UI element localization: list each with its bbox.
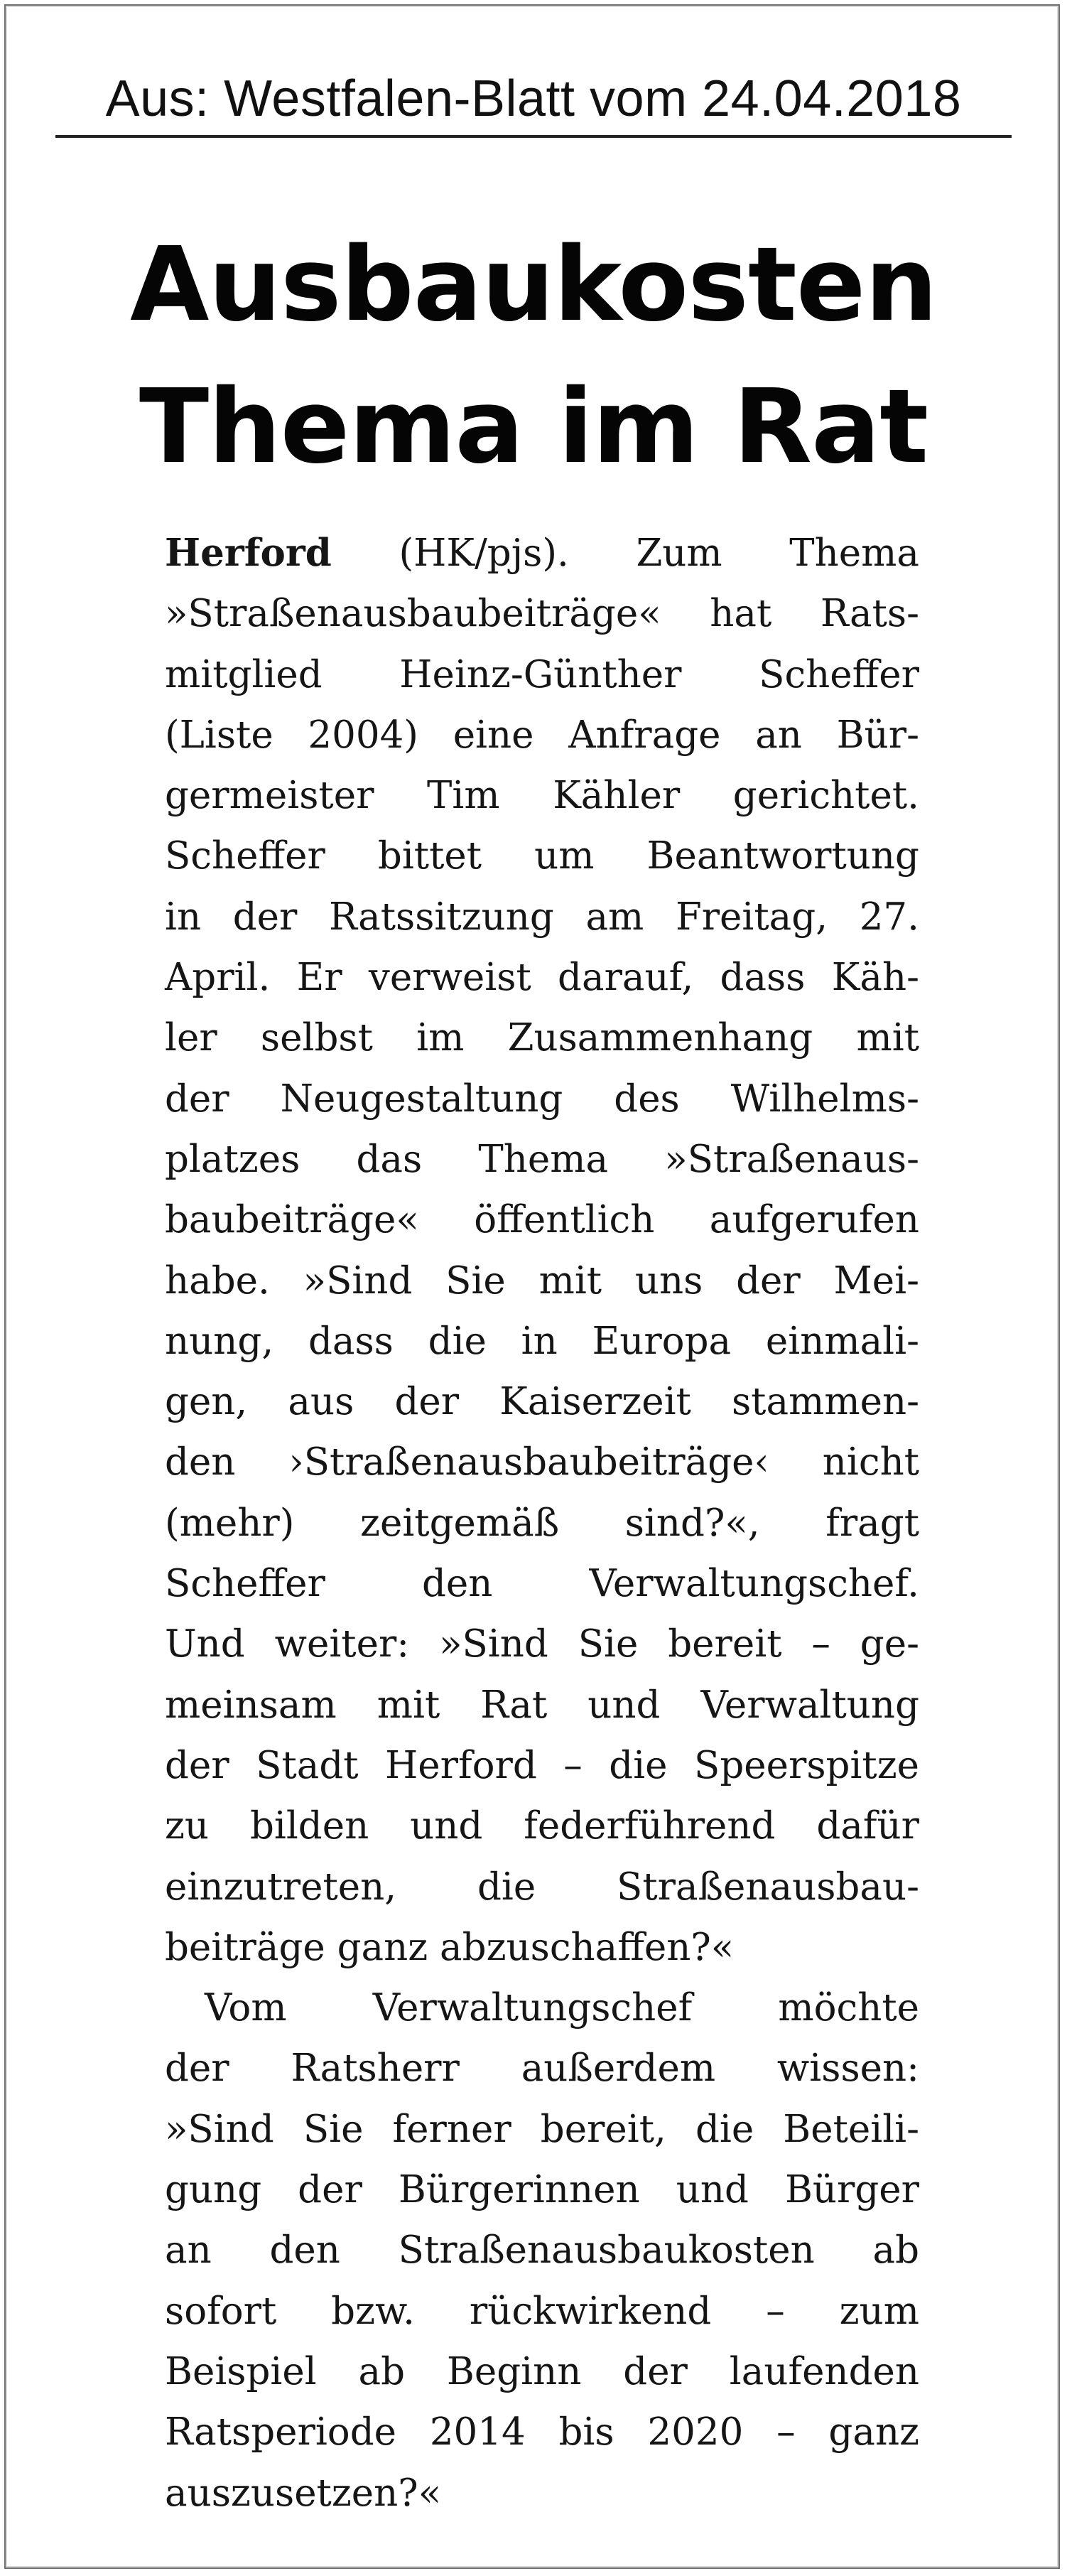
article-line: der Ratsherr außerdem wissen:: [165, 2047, 919, 2091]
article-line: den ›Straßenausbaubeiträge‹ nicht: [165, 1440, 919, 1484]
article-line: platzes das Thema »Straßenaus-: [165, 1137, 919, 1181]
article-body: [165, 523, 919, 2523]
article-line: baubeiträge« öffentlich aufgerufen: [165, 1198, 919, 1242]
article-line: mitglied Heinz-Günther Scheffer: [165, 652, 919, 696]
article-line: April. Er verweist darauf, dass Käh-: [165, 956, 919, 1000]
article-line: beiträge ganz abzuschaffen?«: [165, 1925, 735, 1969]
article-line: nung, dass die in Europa einmali-: [165, 1319, 919, 1363]
article-line: Scheffer den Verwaltungschef.: [165, 1562, 919, 1606]
article-line: der Neugestaltung des Wilhelms-: [165, 1077, 919, 1121]
article-line: an den Straßenausbaukosten ab: [165, 2229, 919, 2273]
article-line: [165, 523, 919, 583]
article-line: Ratsperiode 2014 bis 2020 – ganz: [165, 2410, 919, 2454]
article-line-text: (HK/pjs). Zum Thema: [331, 532, 919, 575]
article-line: gung der Bürgerinnen und Bürger: [165, 2168, 919, 2212]
headline-line-1: Ausbaukosten: [130, 225, 937, 344]
article-line: der Stadt Herford – die Speerspitze: [165, 1743, 919, 1787]
article-line: gen, aus der Kaiserzeit stammen-: [165, 1380, 919, 1424]
article-line: (Liste 2004) eine Anfrage an Bür-: [165, 713, 919, 757]
article-line: »Sind Sie ferner bereit, die Beteili-: [165, 2107, 919, 2151]
article-line: germeister Tim Kähler gerichtet.: [165, 774, 919, 818]
article-line: Beispiel ab Beginn der laufenden: [165, 2349, 919, 2393]
source-citation: Aus: Westfalen-Blatt vom 24.04.2018: [105, 70, 962, 127]
article-line: sofort bzw. rückwirkend – zum: [165, 2289, 919, 2333]
article-line: Vom Verwaltungschef möchte: [205, 1986, 919, 2030]
article-line: ler selbst im Zusammenhang mit: [165, 1016, 919, 1060]
article-line: meinsam mit Rat und Verwaltung: [165, 1683, 919, 1727]
article-line: auszusetzen?«: [165, 2471, 442, 2515]
article-line: in der Ratssitzung am Freitag, 27.: [165, 895, 919, 939]
article-headline: [28, 213, 1039, 497]
source-underline: [55, 135, 1012, 138]
article-line: Und weiter: »Sind Sie bereit – ge-: [165, 1622, 919, 1666]
article-line: »Straßenausbaubeiträge« hat Rats-: [165, 592, 919, 636]
article-line: einzutreten, die Straßenausbau-: [165, 1865, 919, 1909]
article-line: habe. »Sind Sie mit uns der Mei-: [165, 1259, 919, 1303]
article-line: (mehr) zeitgemäß sind?«, fragt: [165, 1501, 919, 1545]
article-line: zu bilden und federführend dafür: [165, 1804, 919, 1848]
dateline: Herford: [165, 531, 332, 575]
article-line: Scheffer bittet um Beantwortung: [165, 834, 919, 878]
headline-line-2: Thema im Rat: [139, 367, 928, 486]
